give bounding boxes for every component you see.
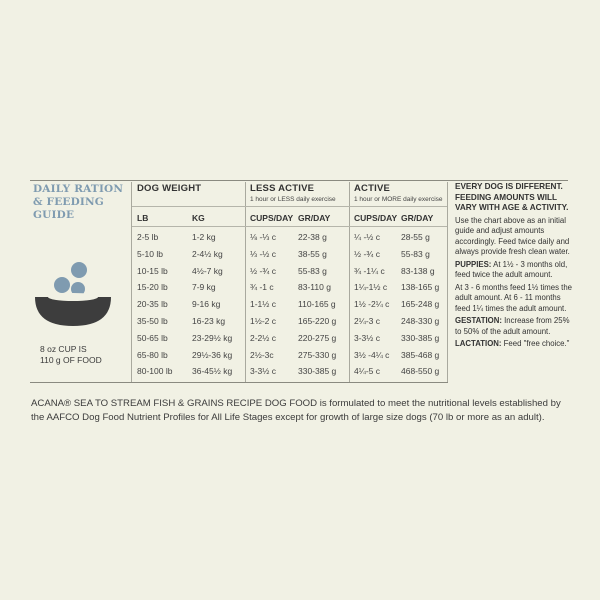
- guide-title: [33, 183, 129, 222]
- cell-cups-less: ½ -¾ c: [250, 265, 276, 276]
- notes-gestation: [455, 316, 573, 337]
- cell-kg: 36-45½ kg: [192, 366, 233, 377]
- cell-lb: 50-65 lb: [137, 332, 168, 343]
- cell-lb: 15-20 lb: [137, 282, 168, 293]
- cell-cups-active: 3½ -4¼ c: [354, 349, 390, 360]
- cell-gr-active: 385-468 g: [401, 349, 440, 360]
- cell-kg: 4½-7 kg: [192, 265, 223, 276]
- cup-note-line: 110 g OF FOOD: [40, 355, 102, 365]
- column-divider: [447, 182, 448, 382]
- notes-intro: Use the chart above as an initial guide and adjust amounts accordingly. Feed twice daily and always provide fresh clean water.: [455, 215, 570, 256]
- cell-gr-active: 330-385 g: [401, 332, 440, 343]
- col-header-cups-active: CUPS/DAY: [354, 213, 398, 223]
- cell-gr-less: 110-165 g: [298, 299, 336, 310]
- notes-lactation: [455, 339, 573, 350]
- cell-gr-active: 468-550 g: [401, 366, 440, 377]
- cell-kg: 9-16 kg: [192, 299, 221, 310]
- col-header-kg: KG: [192, 213, 205, 223]
- cell-gr-less: 22-38 g: [298, 232, 327, 242]
- cell-cups-less: ⅓ -½ c: [250, 248, 276, 259]
- cup-note: [40, 344, 130, 366]
- cell-lb: 5-10 lb: [137, 248, 163, 259]
- feeding-notes: [455, 182, 573, 352]
- cell-cups-less: 3-3½ c: [250, 366, 276, 377]
- kibble-ball-icon: [54, 277, 70, 293]
- guide-title-line: DAILY RATION: [33, 183, 124, 195]
- cell-gr-active: 165-248 g: [401, 299, 440, 310]
- notes-lead: EVERY DOG IS DIFFERENT. FEEDING AMOUNTS WILL VARY WITH AGE & ACTIVITY.: [455, 182, 569, 212]
- active-header: ACTIVE: [354, 183, 391, 194]
- column-divider: [131, 182, 132, 382]
- cell-cups-less: 2-2½ c: [250, 332, 276, 343]
- cell-cups-active: ¼ -½ c: [354, 232, 380, 242]
- cell-lb: 2-5 lb: [137, 232, 159, 242]
- col-header-cups-less: CUPS/DAY: [250, 213, 294, 223]
- active-subheader: 1 hour or MORE daily exercise: [354, 196, 443, 203]
- gestation-label: GESTATION:: [455, 316, 502, 325]
- dog-weight-header: DOG WEIGHT: [137, 183, 202, 194]
- bottom-rule: [30, 382, 448, 383]
- cell-lb: 20-35 lb: [137, 299, 168, 310]
- cell-cups-less: 2½-3c: [250, 349, 274, 360]
- cell-lb: 35-50 lb: [137, 316, 168, 326]
- top-rule: [30, 180, 568, 181]
- cup-note-line: 8 oz CUP IS: [40, 344, 87, 354]
- notes-puppies: [455, 260, 573, 281]
- cell-gr-less: 165-220 g: [298, 316, 337, 326]
- bowl-rim: [48, 293, 98, 301]
- cell-gr-active: 55-83 g: [401, 248, 430, 259]
- feeding-guide-panel: [30, 180, 573, 385]
- cell-lb: 80-100 lb: [137, 366, 173, 377]
- cell-kg: 29½-36 kg: [192, 349, 233, 360]
- puppies-label: PUPPIES:: [455, 259, 492, 269]
- cell-gr-active: 248-330 g: [401, 316, 440, 326]
- col-header-gr-active: GR/DAY: [401, 213, 434, 223]
- cell-lb: 10-15 lb: [137, 265, 168, 276]
- cell-cups-less: ⅛ -⅓ c: [250, 232, 276, 242]
- column-divider: [349, 182, 350, 382]
- column-header-rule: [132, 226, 447, 227]
- cell-cups-less: 1-1½ c: [250, 299, 276, 310]
- cell-kg: 2-4½ kg: [192, 248, 223, 259]
- cell-cups-active: ½ -¾ c: [354, 248, 380, 259]
- guide-title-line: & FEEDING: [33, 196, 104, 208]
- gestation-text: Increase from 25% to 50% of the adult amount.: [455, 316, 570, 336]
- lactation-label: LACTATION:: [455, 339, 502, 348]
- cell-cups-active: ¾ -1¼ c: [354, 265, 385, 276]
- less-active-subheader: 1 hour or LESS daily exercise: [250, 196, 336, 203]
- cell-kg: 1-2 kg: [192, 232, 216, 242]
- cell-gr-active: 83-138 g: [401, 265, 435, 276]
- cell-cups-active: 1¼-1½ c: [354, 282, 388, 293]
- lactation-text: Feed "free choice.": [501, 339, 570, 348]
- cell-kg: 7-9 kg: [192, 282, 216, 293]
- puppies-text: At 1½ - 3 months old, feed twice the adult amount.: [455, 259, 568, 279]
- cell-kg: 23-29½ kg: [192, 332, 233, 343]
- cell-lb: 65-80 lb: [137, 349, 168, 360]
- cell-gr-active: 138-165 g: [401, 282, 440, 293]
- column-divider: [245, 182, 246, 382]
- header-rule: [132, 206, 447, 207]
- bowl-shape: [35, 297, 111, 326]
- cell-cups-active: 3-3½ c: [354, 332, 380, 343]
- aafco-footnote: ACANA® SEA TO STREAM FISH & GRAINS RECIPE DOG FOOD is formulated to meet the nutritional levels established by the AAFCO Dog Food Nutrient Profiles for All Life Stages except for growth of large size dogs (70 lb or more as an adult).: [31, 398, 561, 423]
- cell-cups-active: 2¼-3 c: [354, 316, 380, 326]
- cell-kg: 16-23 kg: [192, 316, 226, 326]
- cell-gr-less: 275-330 g: [298, 349, 337, 360]
- cell-cups-less: 1½-2 c: [250, 316, 276, 326]
- dog-bowl-icon: [34, 260, 112, 330]
- notes-puppies-2: At 3 - 6 months feed 1½ times the adult amount. At 6 - 11 months feed 1¼ times the adult amount.: [455, 282, 573, 313]
- cell-gr-less: 220-275 g: [298, 332, 337, 343]
- cell-gr-less: 330-385 g: [298, 366, 337, 377]
- cell-gr-less: 83-110 g: [298, 282, 331, 293]
- cell-cups-less: ¾ -1 c: [250, 282, 274, 293]
- cell-cups-active: 4¼-5 c: [354, 366, 380, 377]
- guide-title-line: GUIDE: [33, 209, 75, 221]
- less-active-header: LESS ACTIVE: [250, 183, 315, 194]
- cell-gr-less: 38-55 g: [298, 248, 327, 259]
- cell-gr-active: 28-55 g: [401, 232, 430, 242]
- col-header-gr-less: GR/DAY: [298, 213, 331, 223]
- kibble-ball-icon: [71, 262, 87, 278]
- cell-cups-active: 1½ -2¼ c: [354, 299, 390, 310]
- col-header-lb: LB: [137, 213, 149, 223]
- cell-gr-less: 55-83 g: [298, 265, 327, 276]
